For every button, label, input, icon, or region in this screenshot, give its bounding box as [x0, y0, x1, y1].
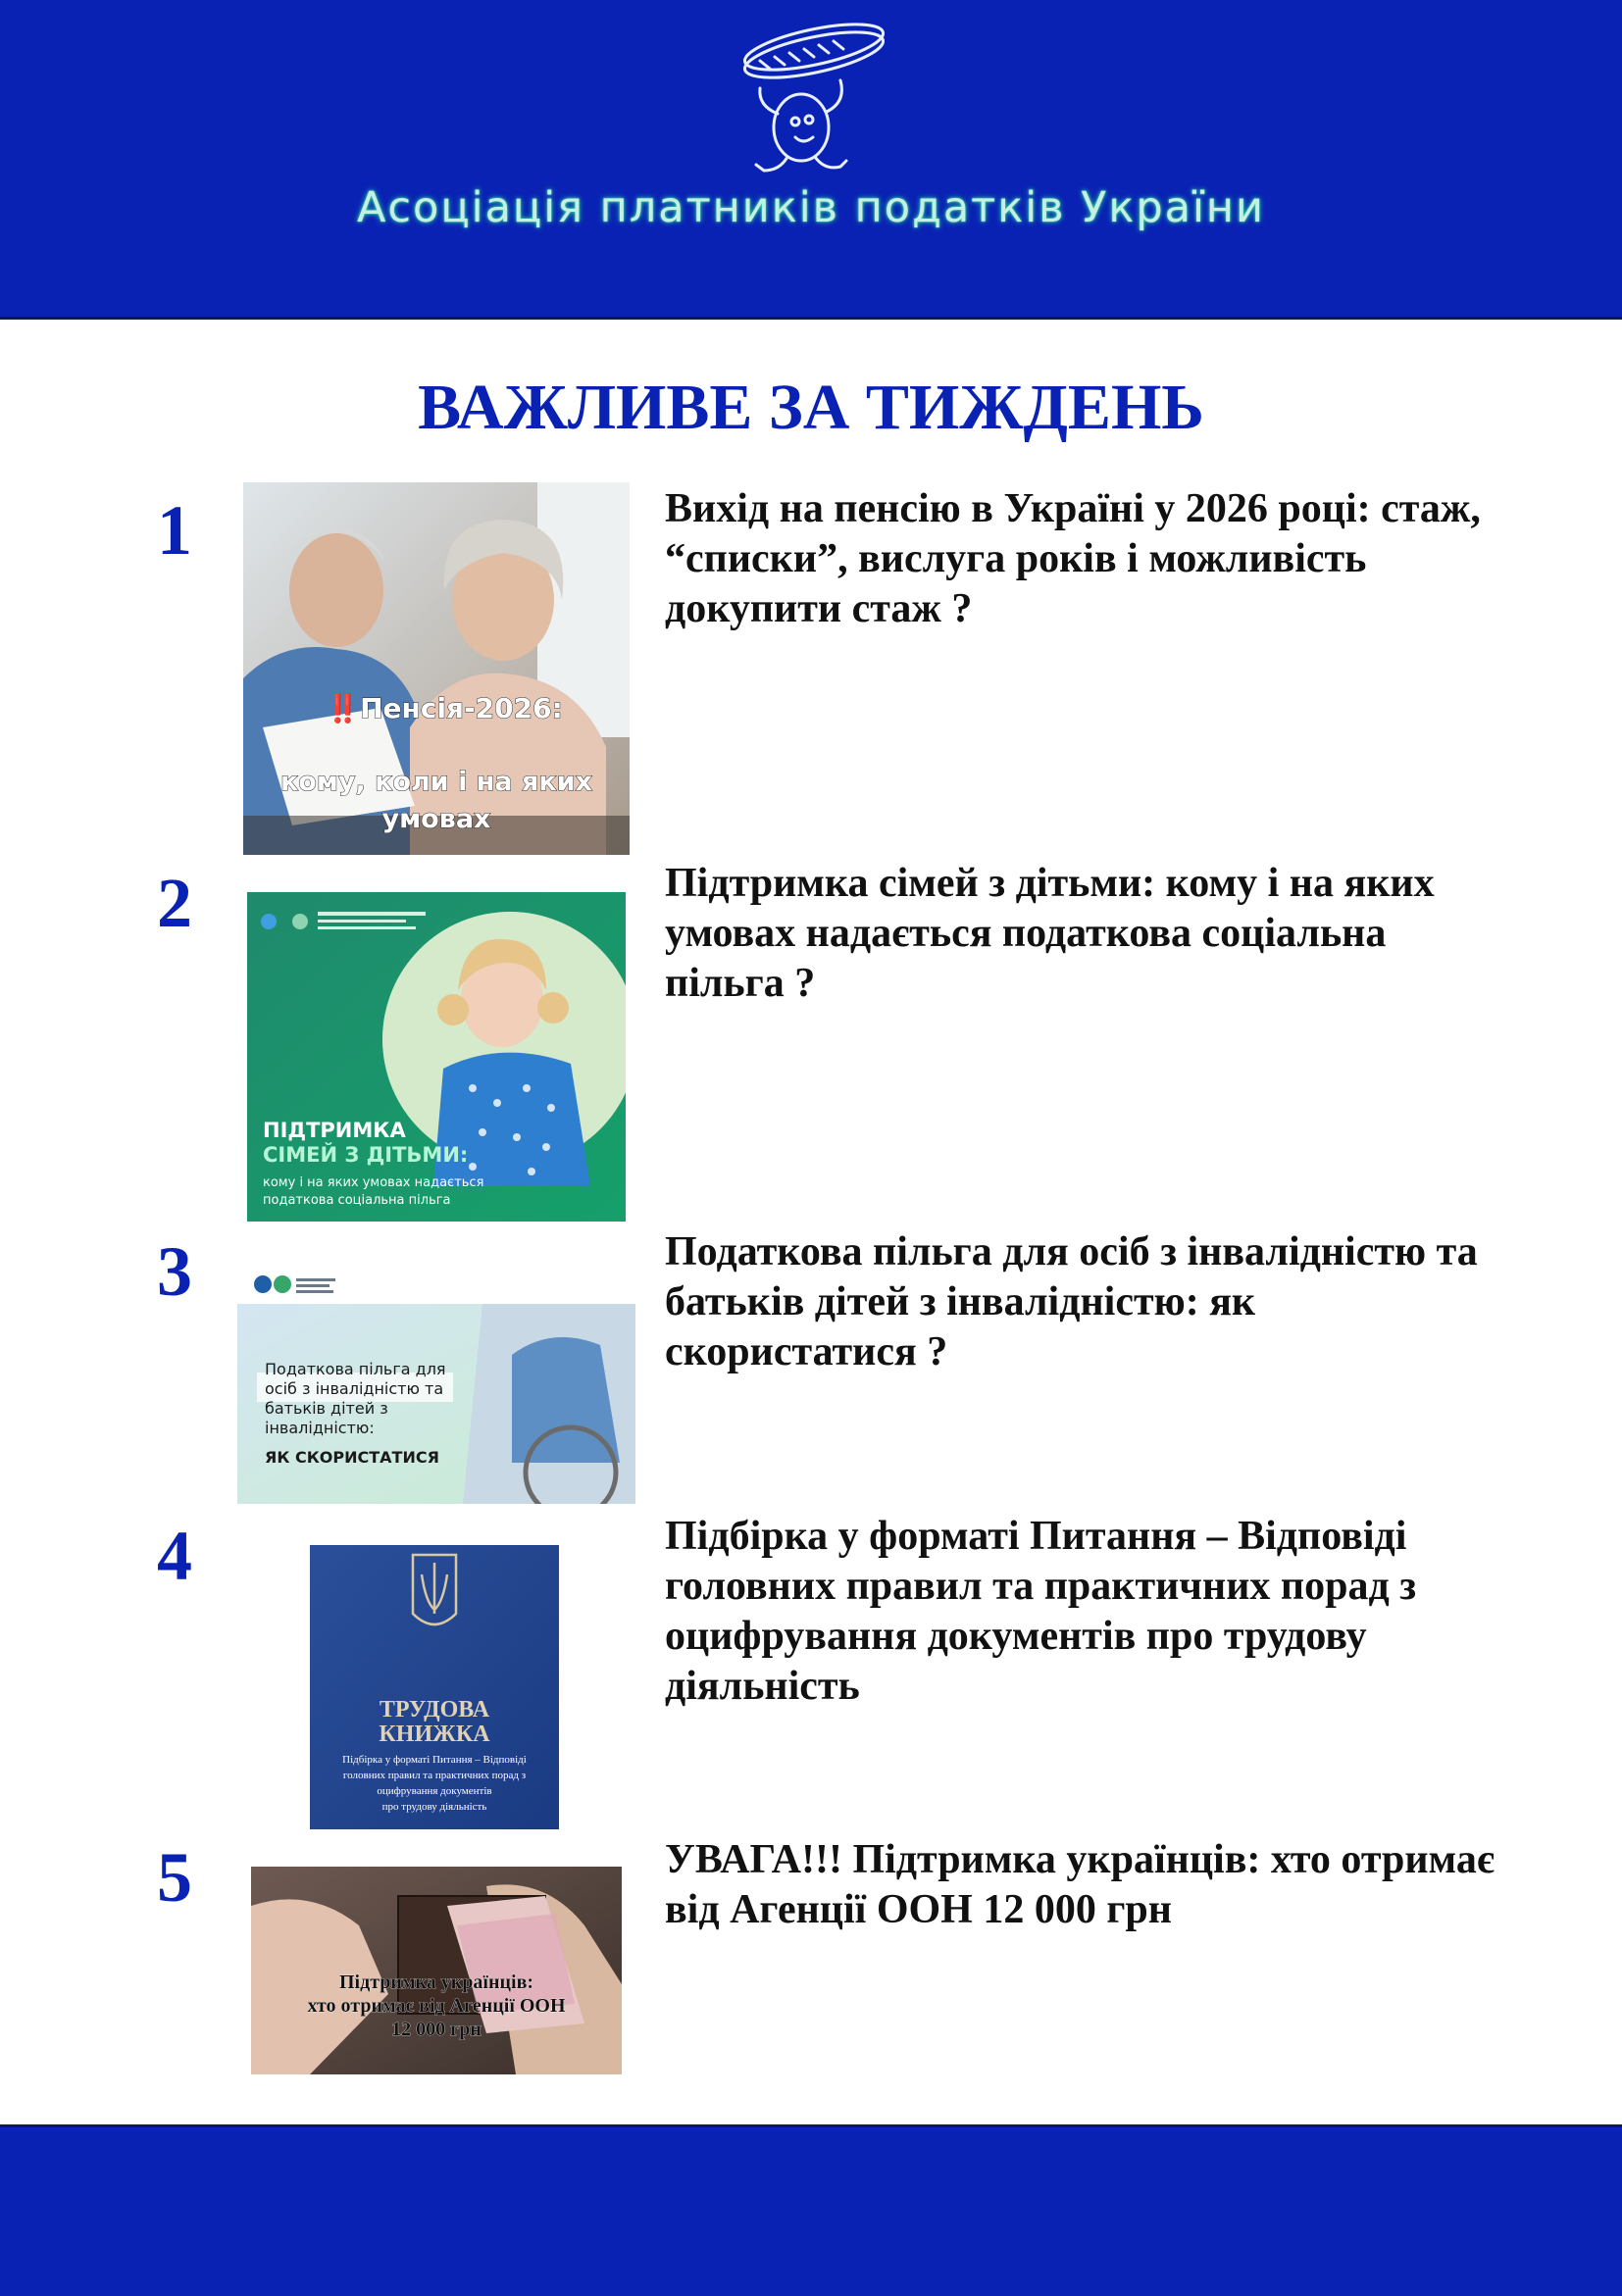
- thumb-4-caption-line-4: головних правил та практичних порад з: [342, 1770, 527, 1781]
- item-number-2: 2: [157, 864, 192, 942]
- thumb-3-caption-line-1: Податкова пільга для: [265, 1360, 446, 1378]
- thumb-4-caption-line-6: про трудову діяльність: [381, 1801, 487, 1813]
- item-number-3: 3: [157, 1232, 192, 1311]
- thumb-2-caption-line-1: ПІДТРИМКА: [263, 1119, 406, 1142]
- thumb-1-caption-line-1: ‼️Пенсія-2026:: [326, 692, 563, 724]
- thumb-3-caption-line-2: осіб з інвалідністю та: [265, 1379, 444, 1398]
- coin-character-logo-icon: [731, 18, 897, 179]
- item-thumbnail-4[interactable]: [310, 1545, 559, 1829]
- thumb-3-caption-line-3: батьків дітей з: [265, 1399, 388, 1418]
- thumb-4-caption-line-2: КНИЖКА: [379, 1722, 490, 1747]
- thumb-4-caption-line-1: ТРУДОВА: [379, 1697, 490, 1722]
- item-number-4: 4: [157, 1517, 192, 1595]
- item-thumbnail-1[interactable]: [243, 482, 630, 855]
- organization-name: Асоціація платників податків України: [357, 183, 1265, 232]
- section-title: ВАЖЛИВЕ ЗА ТИЖДЕНЬ: [418, 372, 1204, 443]
- item-title-4[interactable]: Підбірка у форматі Питання – Відповіді головних правил та практичних порад з оцифрування документів про трудову діяльність: [665, 1514, 1417, 1709]
- header-banner: [0, 0, 1622, 320]
- item-thumbnail-3[interactable]: [237, 1267, 635, 1504]
- thumb-3-caption-line-4: інвалідністю:: [265, 1419, 375, 1437]
- item-number-5: 5: [157, 1838, 192, 1917]
- item-number-1: 1: [157, 491, 192, 570]
- thumb-2-caption-line-4: податкова соціальна пільга: [263, 1193, 451, 1208]
- thumb-4-caption-line-5: оцифрування документів: [377, 1785, 492, 1797]
- item-title-2[interactable]: Підтримка сімей з дітьми: кому і на яких умовах надається податкова соціальна пільга ?: [665, 861, 1435, 1006]
- thumb-5-caption-line-2: хто отримає від Агенції ООН: [307, 1995, 566, 2017]
- thumb-2-caption-line-2: СІМЕЙ З ДІТЬМИ:: [263, 1143, 469, 1167]
- item-thumbnail-5[interactable]: [251, 1867, 622, 2074]
- thumb-4-caption-line-3: Підбірка у форматі Питання – Відповіді: [342, 1754, 527, 1766]
- thumb-1-caption-line-2: кому, коли і на яких: [279, 767, 593, 797]
- item-thumbnail-2[interactable]: [247, 892, 626, 1222]
- thumb-1-caption-line-3: умовах: [381, 804, 491, 834]
- item-title-1[interactable]: Вихід на пенсію в Україні у 2026 році: стаж, “списки”, вислуга років і можливість докупити стаж ?: [665, 486, 1481, 631]
- thumb-5-caption-line-3: 12 000 грн: [391, 2019, 482, 2040]
- thumb-2-caption-line-3: кому і на яких умовах надається: [263, 1175, 484, 1190]
- thumb-5-caption-line-1: Підтримка українців:: [338, 1972, 534, 1993]
- thumb-3-caption-line-5: ЯК СКОРИСТАТИСЯ: [265, 1448, 439, 1467]
- item-title-5[interactable]: УВАГА!!! Підтримка українців: хто отримає від Агенції ООН 12 000 грн: [665, 1837, 1495, 1932]
- item-title-3[interactable]: Податкова пільга для осіб з інвалідністю та батьків дітей з інвалідністю: як скористатися ?: [665, 1229, 1478, 1374]
- footer-banner: [0, 2124, 1622, 2296]
